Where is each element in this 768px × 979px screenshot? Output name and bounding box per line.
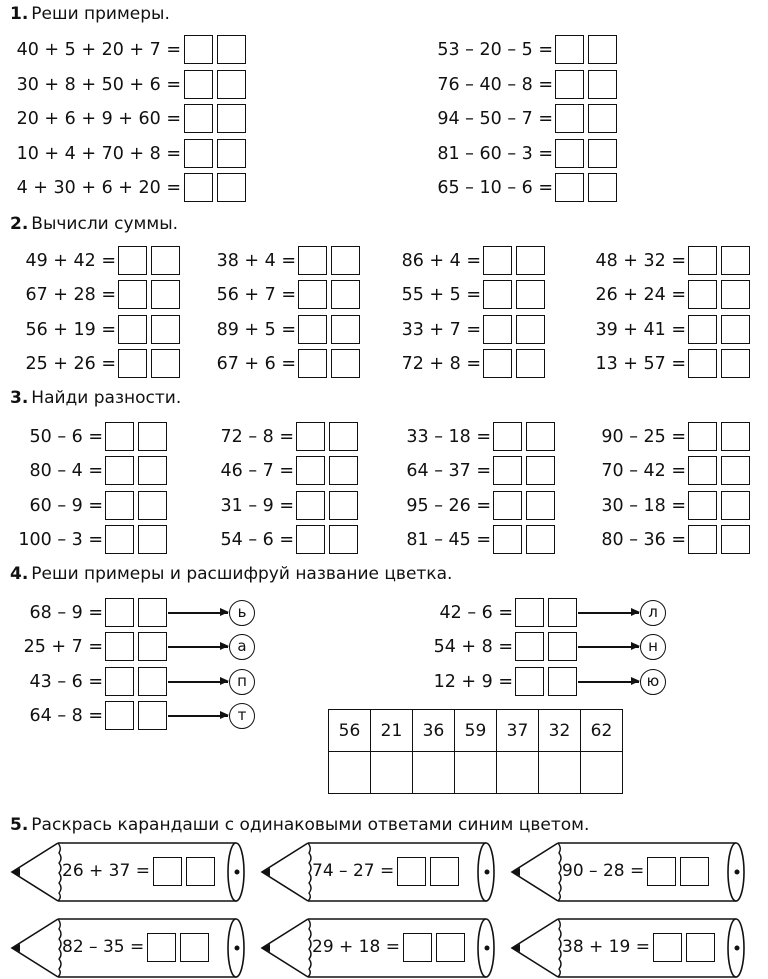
t3-col4-answer-box-ones[interactable]: [721, 422, 750, 451]
equation: 90 – 25 =: [601, 427, 686, 447]
t2-col3-answer-box-tens[interactable]: [483, 280, 512, 309]
task-2-heading: [10, 214, 178, 234]
t1-left-answer-box-ones[interactable]: [217, 35, 246, 64]
t3-col4-answer-box-tens[interactable]: [688, 491, 717, 520]
arrow-icon: [578, 681, 639, 683]
t1-right-answer-box-tens[interactable]: [555, 173, 584, 202]
pencil-answer-box-ones[interactable]: [186, 857, 215, 886]
t3-col1-answer-box-tens[interactable]: [105, 456, 134, 485]
t3-col2-answer-box-ones[interactable]: [329, 491, 358, 520]
t3-col2-answer-box-ones[interactable]: [329, 422, 358, 451]
code-letter-cell[interactable]: [413, 752, 455, 794]
t2-col1-answer-box-ones[interactable]: [151, 315, 180, 344]
equation: 72 – 8 =: [220, 427, 294, 447]
t2-col4-answer-box-ones[interactable]: [721, 246, 750, 275]
equation: 55 + 5 =: [401, 285, 481, 305]
equation: 4 + 30 + 6 + 20 =: [16, 178, 181, 198]
pencil-equation: 90 – 28 =: [562, 861, 645, 881]
task-5-number: 5.: [10, 815, 29, 835]
equation: 33 – 18 =: [406, 427, 491, 447]
t2-col3-answer-box-tens[interactable]: [483, 315, 512, 344]
arrow-icon: [168, 715, 228, 717]
task-5-title: Раскрась карандаши с одинаковыми ответами синим цветом.: [31, 815, 590, 835]
equation: 53 – 20 – 5 =: [437, 40, 553, 60]
equation: 100 – 3 =: [18, 530, 103, 550]
equation: 10 + 4 + 70 + 8 =: [16, 144, 181, 164]
code-number-cell: 32: [539, 710, 581, 752]
pencil-equation: 74 – 27 =: [312, 861, 395, 881]
equation: 26 + 24 =: [595, 285, 686, 305]
equation: 67 + 28 =: [25, 285, 116, 305]
t3-col3-answer-box-ones[interactable]: [526, 525, 555, 554]
pencil-answer-box-ones[interactable]: [686, 933, 715, 962]
equation: 80 – 36 =: [601, 530, 686, 550]
t2-col3-answer-box-ones[interactable]: [516, 349, 545, 378]
t3-col3-answer-box-tens[interactable]: [493, 525, 522, 554]
t1-left-answer-box-tens[interactable]: [184, 139, 213, 168]
equation: 56 + 19 =: [25, 320, 116, 340]
pencil[interactable]: [258, 917, 500, 979]
t1-right-answer-box-tens[interactable]: [555, 104, 584, 133]
equation: 86 + 4 =: [401, 251, 481, 271]
equation: 67 + 6 =: [216, 354, 296, 374]
code-letter-cell[interactable]: [581, 752, 623, 794]
t4-right-answer-box-ones[interactable]: [548, 632, 577, 661]
pencil-answer-box-ones[interactable]: [430, 857, 459, 886]
t3-col2-answer-box-tens[interactable]: [296, 491, 325, 520]
equation: 49 + 42 =: [25, 251, 116, 271]
t4-right-answer-box-ones[interactable]: [548, 598, 577, 627]
code-letter-cell[interactable]: [329, 752, 371, 794]
t2-col4-answer-box-tens[interactable]: [688, 280, 717, 309]
t3-col1-answer-box-tens[interactable]: [105, 525, 134, 554]
task-3-title: Найди разности.: [31, 388, 182, 408]
t2-col1-answer-box-tens[interactable]: [118, 349, 147, 378]
t4-left-answer-box-ones[interactable]: [138, 701, 167, 730]
equation: 13 + 57 =: [595, 354, 686, 374]
t4-left-answer-box-tens[interactable]: [105, 701, 134, 730]
t1-right-answer-box-ones[interactable]: [588, 104, 617, 133]
equation: 39 + 41 =: [595, 320, 686, 340]
task-5-heading: [10, 815, 589, 835]
t4-left-answer-box-tens[interactable]: [105, 667, 134, 696]
t2-col2-answer-box-tens[interactable]: [298, 315, 327, 344]
t4-right-answer-box-ones[interactable]: [548, 667, 577, 696]
t4-left-answer-box-tens[interactable]: [105, 598, 134, 627]
letter-circle: ь: [229, 600, 255, 626]
t2-col1-answer-box-tens[interactable]: [118, 280, 147, 309]
arrow-icon: [168, 646, 228, 648]
t2-col2-answer-box-ones[interactable]: [331, 349, 360, 378]
task-2-number: 2.: [10, 214, 29, 234]
equation: 50 – 6 =: [29, 427, 103, 447]
t2-col1-answer-box-ones[interactable]: [151, 280, 180, 309]
task-4-number: 4.: [10, 564, 29, 584]
decode-table: [328, 709, 623, 794]
pencil-answer-box-tens[interactable]: [153, 857, 182, 886]
t3-col2-answer-box-ones[interactable]: [329, 525, 358, 554]
t2-col2-answer-box-ones[interactable]: [331, 246, 360, 275]
pencil-answer-box-tens[interactable]: [147, 933, 176, 962]
task-2-title: Вычисли суммы.: [31, 214, 179, 234]
pencil-answer-box-tens[interactable]: [647, 857, 676, 886]
t1-left-answer-box-ones[interactable]: [217, 104, 246, 133]
equation: 56 + 7 =: [216, 285, 296, 305]
t2-col1-answer-box-tens[interactable]: [118, 315, 147, 344]
t3-col1-answer-box-ones[interactable]: [138, 525, 167, 554]
equation: 70 – 42 =: [601, 461, 686, 481]
task-1-heading: [10, 4, 170, 24]
pencil-answer-box-tens[interactable]: [653, 933, 682, 962]
task-1-number: 1.: [10, 4, 29, 24]
equation: 81 – 60 – 3 =: [437, 144, 553, 164]
equation: 68 – 9 =: [29, 603, 103, 623]
t1-left-answer-box-ones[interactable]: [217, 173, 246, 202]
equation: 76 – 40 – 8 =: [437, 75, 553, 95]
equation: 31 – 9 =: [220, 496, 294, 516]
t3-col2-answer-box-tens[interactable]: [296, 422, 325, 451]
t4-right-answer-box-tens[interactable]: [515, 632, 544, 661]
equation: 30 – 18 =: [601, 496, 686, 516]
pencil-equation: 29 + 18 =: [312, 937, 400, 957]
t1-left-answer-box-tens[interactable]: [184, 35, 213, 64]
letter-circle: т: [229, 703, 255, 729]
pencil-answer-box-ones[interactable]: [680, 857, 709, 886]
task-3-number: 3.: [10, 388, 29, 408]
t2-col3-answer-box-ones[interactable]: [516, 280, 545, 309]
equation: 12 + 9 =: [433, 672, 513, 692]
arrow-icon: [168, 681, 228, 683]
t3-col3-answer-box-tens[interactable]: [493, 422, 522, 451]
equation: 60 – 9 =: [29, 496, 103, 516]
t1-right-answer-box-tens[interactable]: [555, 35, 584, 64]
t3-col4-answer-box-tens[interactable]: [688, 525, 717, 554]
equation: 64 – 37 =: [406, 461, 491, 481]
t3-col4-answer-box-ones[interactable]: [721, 491, 750, 520]
pencil-equation: 38 + 19 =: [562, 937, 650, 957]
pencil[interactable]: [258, 841, 500, 903]
t1-left-answer-box-tens[interactable]: [184, 173, 213, 202]
pencil[interactable]: [508, 841, 750, 903]
t3-col1-answer-box-tens[interactable]: [105, 491, 134, 520]
equation: 30 + 8 + 50 + 6 =: [16, 75, 181, 95]
t4-left-answer-box-ones[interactable]: [138, 667, 167, 696]
code-number-cell: 37: [497, 710, 539, 752]
code-number-cell: 62: [581, 710, 623, 752]
t2-col4-answer-box-ones[interactable]: [721, 280, 750, 309]
t2-col4-answer-box-tens[interactable]: [688, 246, 717, 275]
t1-right-answer-box-tens[interactable]: [555, 139, 584, 168]
t1-right-answer-box-ones[interactable]: [588, 139, 617, 168]
equation: 42 – 6 =: [439, 603, 513, 623]
equation: 43 – 6 =: [29, 672, 103, 692]
task-4-title: Реши примеры и расшифруй название цветка.: [31, 564, 453, 584]
arrow-icon: [168, 612, 228, 614]
pencil-answer-box-tens[interactable]: [403, 933, 432, 962]
t4-left-answer-box-ones[interactable]: [138, 598, 167, 627]
pencil[interactable]: [508, 917, 750, 979]
code-letter-cell[interactable]: [371, 752, 413, 794]
arrow-icon: [578, 646, 639, 648]
equation: 64 – 8 =: [29, 706, 103, 726]
t2-col4-answer-box-tens[interactable]: [688, 315, 717, 344]
code-letter-cell[interactable]: [455, 752, 497, 794]
t2-col2-answer-box-ones[interactable]: [331, 315, 360, 344]
task-1-title: Реши примеры.: [31, 4, 170, 24]
equation: 25 + 7 =: [23, 637, 103, 657]
code-number-cell: 36: [413, 710, 455, 752]
equation: 54 + 8 =: [433, 637, 513, 657]
equation: 72 + 8 =: [401, 354, 481, 374]
t3-col3-answer-box-tens[interactable]: [493, 491, 522, 520]
t3-col3-answer-box-ones[interactable]: [526, 491, 555, 520]
t1-left-answer-box-ones[interactable]: [217, 70, 246, 99]
t2-col2-answer-box-ones[interactable]: [331, 280, 360, 309]
t3-col3-answer-box-ones[interactable]: [526, 456, 555, 485]
t2-col3-answer-box-ones[interactable]: [516, 315, 545, 344]
equation: 95 – 26 =: [406, 496, 491, 516]
t3-col2-answer-box-tens[interactable]: [296, 456, 325, 485]
t3-col1-answer-box-tens[interactable]: [105, 422, 134, 451]
equation: 20 + 6 + 9 + 60 =: [16, 109, 181, 129]
code-number-cell: 21: [371, 710, 413, 752]
pencil-answer-box-tens[interactable]: [397, 857, 426, 886]
equation: 40 + 5 + 20 + 7 =: [16, 40, 181, 60]
t2-col1-answer-box-ones[interactable]: [151, 246, 180, 275]
equation: 89 + 5 =: [216, 320, 296, 340]
code-number-cell: 56: [329, 710, 371, 752]
t1-right-answer-box-ones[interactable]: [588, 70, 617, 99]
t2-col4-answer-box-tens[interactable]: [688, 349, 717, 378]
t2-col3-answer-box-ones[interactable]: [516, 246, 545, 275]
equation: 65 – 10 – 6 =: [437, 178, 553, 198]
t4-left-answer-box-ones[interactable]: [138, 632, 167, 661]
t2-col3-answer-box-tens[interactable]: [483, 349, 512, 378]
equation: 80 – 4 =: [29, 461, 103, 481]
t1-left-answer-box-tens[interactable]: [184, 70, 213, 99]
code-letter-cell[interactable]: [497, 752, 539, 794]
equation: 48 + 32 =: [595, 251, 686, 271]
t1-right-answer-box-tens[interactable]: [555, 70, 584, 99]
t3-col4-answer-box-tens[interactable]: [688, 456, 717, 485]
t2-col1-answer-box-ones[interactable]: [151, 349, 180, 378]
pencil[interactable]: [8, 841, 250, 903]
t2-col4-answer-box-ones[interactable]: [721, 349, 750, 378]
t3-col3-answer-box-tens[interactable]: [493, 456, 522, 485]
equation: 33 + 7 =: [401, 320, 481, 340]
t3-col2-answer-box-tens[interactable]: [296, 525, 325, 554]
task-4-heading: [10, 564, 452, 584]
t3-col2-answer-box-ones[interactable]: [329, 456, 358, 485]
equation: 25 + 26 =: [25, 354, 116, 374]
equation: 38 + 4 =: [216, 251, 296, 271]
t2-col2-answer-box-tens[interactable]: [298, 280, 327, 309]
arrow-icon: [578, 612, 639, 614]
pencil-equation: 82 – 35 =: [62, 937, 145, 957]
pencil-answer-box-ones[interactable]: [436, 933, 465, 962]
t3-col4-answer-box-tens[interactable]: [688, 422, 717, 451]
t3-col1-answer-box-ones[interactable]: [138, 491, 167, 520]
equation: 81 – 45 =: [406, 530, 491, 550]
pencil-answer-box-ones[interactable]: [180, 933, 209, 962]
t2-col2-answer-box-tens[interactable]: [298, 349, 327, 378]
t3-col1-answer-box-ones[interactable]: [138, 422, 167, 451]
t2-col1-answer-box-tens[interactable]: [118, 246, 147, 275]
t2-col3-answer-box-tens[interactable]: [483, 246, 512, 275]
t3-col3-answer-box-ones[interactable]: [526, 422, 555, 451]
t1-left-answer-box-tens[interactable]: [184, 104, 213, 133]
equation: 94 – 50 – 7 =: [437, 109, 553, 129]
letter-circle: п: [229, 669, 255, 695]
t3-col4-answer-box-ones[interactable]: [721, 525, 750, 554]
t3-col1-answer-box-ones[interactable]: [138, 456, 167, 485]
pencil-equation: 26 + 37 =: [62, 861, 150, 881]
t2-col2-answer-box-tens[interactable]: [298, 246, 327, 275]
t4-left-answer-box-tens[interactable]: [105, 632, 134, 661]
code-letter-cell[interactable]: [539, 752, 581, 794]
code-number-cell: 59: [455, 710, 497, 752]
letter-circle: ю: [640, 669, 666, 695]
pencil[interactable]: [8, 917, 250, 979]
letter-circle: н: [640, 634, 666, 660]
t4-right-answer-box-tens[interactable]: [515, 598, 544, 627]
letter-circle: а: [229, 634, 255, 660]
t2-col4-answer-box-ones[interactable]: [721, 315, 750, 344]
equation: 54 – 6 =: [220, 530, 294, 550]
t4-right-answer-box-tens[interactable]: [515, 667, 544, 696]
t1-right-answer-box-ones[interactable]: [588, 35, 617, 64]
t1-left-answer-box-ones[interactable]: [217, 139, 246, 168]
t3-col4-answer-box-ones[interactable]: [721, 456, 750, 485]
equation: 46 – 7 =: [220, 461, 294, 481]
task-3-heading: [10, 388, 181, 408]
t1-right-answer-box-ones[interactable]: [588, 173, 617, 202]
letter-circle: л: [640, 600, 666, 626]
